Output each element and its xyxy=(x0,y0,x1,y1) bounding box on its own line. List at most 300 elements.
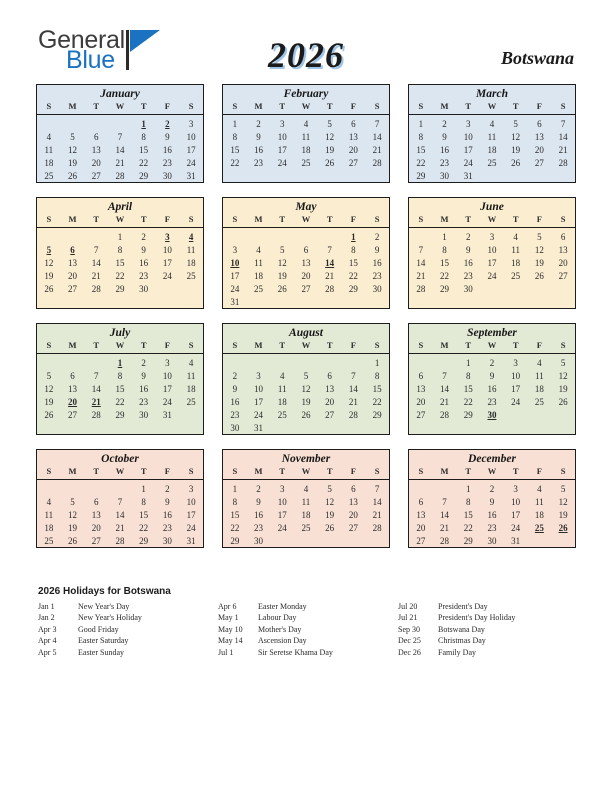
weekday-header: W xyxy=(301,214,311,224)
day-cell: 17 xyxy=(511,383,521,394)
weekday-header-row xyxy=(409,466,575,480)
day-cell: 9 xyxy=(256,131,261,142)
day-cell: 19 xyxy=(325,509,335,520)
day-cell: 10 xyxy=(511,496,521,507)
week-row xyxy=(37,243,203,256)
weekday-header: F xyxy=(350,101,356,111)
day-cell-empty xyxy=(247,228,271,244)
day-cell: 20 xyxy=(68,270,78,281)
day-cell: 18 xyxy=(44,522,54,533)
weekday-header: T xyxy=(512,466,519,476)
weekday-header: S xyxy=(418,214,424,224)
month-table xyxy=(409,466,575,547)
week-row xyxy=(223,408,389,421)
day-cell: 5 xyxy=(560,483,566,494)
day-cell: 28 xyxy=(91,409,101,420)
holiday-list-item xyxy=(38,647,218,658)
day-cell-empty xyxy=(294,354,318,370)
day-cell-empty xyxy=(433,354,457,370)
weekday-header: T xyxy=(140,101,147,111)
day-cell: 7 xyxy=(117,496,123,507)
month-title: February xyxy=(283,88,329,100)
day-cell: 29 xyxy=(139,170,149,181)
day-cell: 14 xyxy=(372,131,382,142)
weekday-header: T xyxy=(93,466,100,476)
day-cell: 26 xyxy=(68,170,78,181)
day-cell: 4 xyxy=(537,357,542,368)
day-cell: 3 xyxy=(165,357,170,368)
day-cell-empty xyxy=(318,228,342,244)
holiday-date: Jul 1 xyxy=(218,647,234,657)
day-cell: 12 xyxy=(558,370,568,381)
day-cell: 16 xyxy=(440,144,450,155)
day-cell: 23 xyxy=(463,270,473,281)
day-cell: 1 xyxy=(232,483,238,494)
day-cell: 2 xyxy=(141,357,146,368)
day-cell-holiday: 1 xyxy=(117,357,123,368)
holiday-date: May 10 xyxy=(218,624,243,634)
weekday-header: S xyxy=(418,101,424,111)
month-table xyxy=(37,466,203,547)
day-cell: 15 xyxy=(230,144,240,155)
day-cell: 23 xyxy=(487,396,497,407)
day-cell-empty xyxy=(365,421,389,434)
day-cell: 19 xyxy=(44,270,54,281)
day-cell-empty xyxy=(504,408,528,421)
day-cell: 12 xyxy=(511,131,521,142)
weekday-header: T xyxy=(465,214,472,224)
day-cell: 28 xyxy=(440,409,450,420)
day-cell: 21 xyxy=(325,270,335,281)
week-row xyxy=(409,156,575,169)
day-cell: 5 xyxy=(70,131,75,142)
day-cell-empty xyxy=(528,282,552,295)
weekday-header-row xyxy=(37,214,203,228)
day-cell: 14 xyxy=(416,257,426,268)
holiday-name: Easter Sunday xyxy=(78,647,124,657)
day-cell: 24 xyxy=(511,396,521,407)
day-cell: 28 xyxy=(115,170,125,181)
day-cell: 20 xyxy=(558,257,568,268)
holiday-name: New Year's Day xyxy=(78,602,130,611)
month-table xyxy=(409,101,575,182)
day-cell: 17 xyxy=(230,270,240,281)
day-cell-empty xyxy=(223,228,247,244)
day-cell-empty xyxy=(551,408,575,421)
day-cell: 3 xyxy=(256,370,261,381)
day-cell: 12 xyxy=(558,496,568,507)
weekday-header: T xyxy=(279,101,286,111)
day-cell: 22 xyxy=(115,396,125,407)
day-cell: 15 xyxy=(139,144,149,155)
day-cell: 21 xyxy=(558,144,568,155)
day-cell: 25 xyxy=(254,283,264,294)
day-cell: 3 xyxy=(188,118,194,129)
day-cell: 26 xyxy=(68,535,78,546)
weekday-header-row xyxy=(223,466,389,480)
month-title: July xyxy=(109,327,131,339)
month-title: April xyxy=(107,201,133,213)
week-row xyxy=(223,534,389,547)
day-cell: 22 xyxy=(463,522,473,533)
weekday-header: S xyxy=(374,101,380,111)
weekday-header-row xyxy=(409,101,575,115)
week-row xyxy=(409,382,575,395)
week-row xyxy=(37,269,203,282)
day-cell-holiday: 25 xyxy=(534,522,544,533)
week-row xyxy=(37,480,203,496)
holiday-date: Jan 1 xyxy=(38,602,55,611)
holiday-date: Sep 30 xyxy=(398,624,420,634)
day-cell: 25 xyxy=(487,157,497,168)
holiday-date: Dec 25 xyxy=(398,636,421,646)
day-cell-empty xyxy=(409,228,433,244)
weekday-header: W xyxy=(301,101,311,111)
holiday-date: May 14 xyxy=(218,636,243,646)
weekday-header: T xyxy=(140,466,147,476)
month-block-september xyxy=(408,323,576,435)
day-cell: 13 xyxy=(68,383,78,394)
day-cell: 9 xyxy=(442,131,447,142)
day-cell: 1 xyxy=(117,231,123,242)
weekday-header: M xyxy=(68,214,77,224)
day-cell-holiday: 6 xyxy=(70,244,75,255)
day-cell: 23 xyxy=(230,409,240,420)
holiday-name: Botswana Day xyxy=(438,624,485,634)
holiday-date: May 1 xyxy=(218,613,239,623)
day-cell: 12 xyxy=(68,509,78,520)
day-cell-empty xyxy=(504,282,528,295)
day-cell: 12 xyxy=(68,144,78,155)
day-cell: 10 xyxy=(277,131,287,142)
day-cell: 19 xyxy=(558,383,568,394)
day-cell: 1 xyxy=(418,118,424,129)
day-cell: 9 xyxy=(232,383,238,394)
day-cell: 31 xyxy=(186,535,196,546)
day-cell: 7 xyxy=(560,118,566,129)
day-cell-empty xyxy=(318,295,342,308)
holiday-date: Apr 3 xyxy=(38,624,57,634)
weekday-header: S xyxy=(46,340,52,350)
day-cell: 28 xyxy=(325,283,335,294)
day-cell: 13 xyxy=(91,144,101,155)
day-cell-empty xyxy=(342,295,366,308)
day-cell: 24 xyxy=(186,157,196,168)
day-cell: 24 xyxy=(463,157,473,168)
day-cell: 16 xyxy=(372,257,382,268)
day-cell: 20 xyxy=(301,270,311,281)
day-cell: 14 xyxy=(91,257,101,268)
day-cell: 30 xyxy=(230,422,240,433)
day-cell: 21 xyxy=(372,509,382,520)
day-cell: 28 xyxy=(372,157,382,168)
day-cell-empty xyxy=(84,480,108,496)
day-cell: 1 xyxy=(442,231,447,242)
day-cell: 13 xyxy=(416,383,426,394)
month-block-december xyxy=(408,449,576,548)
day-cell: 1 xyxy=(466,357,471,368)
day-cell-empty xyxy=(342,169,366,182)
week-row xyxy=(223,354,389,370)
day-cell: 6 xyxy=(70,370,75,381)
weekday-header-row xyxy=(37,101,203,115)
day-cell: 30 xyxy=(440,170,450,181)
day-cell: 16 xyxy=(254,509,264,520)
day-cell: 8 xyxy=(466,496,471,507)
month-block-november xyxy=(222,449,390,548)
day-cell: 16 xyxy=(230,396,240,407)
weekday-header: M xyxy=(254,214,263,224)
holiday-list-item xyxy=(218,601,398,612)
day-cell: 11 xyxy=(186,370,196,381)
day-cell: 16 xyxy=(487,383,497,394)
day-cell: 14 xyxy=(115,144,125,155)
day-cell: 4 xyxy=(46,131,52,142)
day-cell: 18 xyxy=(534,383,544,394)
week-row xyxy=(37,521,203,534)
day-cell: 27 xyxy=(325,409,335,420)
day-cell: 5 xyxy=(537,231,542,242)
day-cell: 25 xyxy=(301,522,311,533)
weekday-header: W xyxy=(487,214,497,224)
weekday-header: F xyxy=(350,214,356,224)
day-cell-empty xyxy=(108,115,132,131)
holiday-name: Easter Monday xyxy=(258,602,307,611)
day-cell-empty xyxy=(61,228,85,244)
day-cell: 23 xyxy=(254,157,264,168)
week-row xyxy=(223,521,389,534)
day-cell: 30 xyxy=(162,170,172,181)
day-cell: 24 xyxy=(186,522,196,533)
day-cell: 7 xyxy=(94,244,99,255)
day-cell: 12 xyxy=(44,383,54,394)
day-cell: 6 xyxy=(351,118,356,129)
day-cell-holiday: 10 xyxy=(230,257,240,268)
week-row xyxy=(409,534,575,547)
day-cell: 27 xyxy=(301,283,311,294)
day-cell-empty xyxy=(270,534,294,547)
day-cell: 6 xyxy=(303,244,309,255)
day-cell: 7 xyxy=(94,370,99,381)
day-cell-empty xyxy=(37,354,61,370)
day-cell: 16 xyxy=(162,509,172,520)
day-cell: 23 xyxy=(139,396,149,407)
day-cell-holiday: 3 xyxy=(165,231,170,242)
weekday-header: M xyxy=(68,101,77,111)
day-cell: 17 xyxy=(511,509,521,520)
day-cell-empty xyxy=(61,480,85,496)
weekday-header: F xyxy=(536,340,542,350)
month-title: October xyxy=(101,453,139,465)
week-row xyxy=(409,115,575,131)
holiday-list-item xyxy=(38,635,218,646)
weekday-header: S xyxy=(560,340,566,350)
day-cell-empty xyxy=(365,295,389,308)
day-cell: 29 xyxy=(230,535,240,546)
week-row xyxy=(409,228,575,244)
day-cell: 28 xyxy=(348,409,358,420)
holiday-list-item xyxy=(398,635,578,646)
weekday-header: S xyxy=(560,466,566,476)
day-cell: 2 xyxy=(374,231,380,242)
day-cell: 19 xyxy=(511,144,521,155)
weekday-header-row xyxy=(223,340,389,354)
day-cell: 20 xyxy=(91,157,101,168)
day-cell: 7 xyxy=(442,496,447,507)
day-cell: 18 xyxy=(301,144,311,155)
day-cell: 17 xyxy=(162,383,172,394)
day-cell: 30 xyxy=(139,409,149,420)
weekday-header: T xyxy=(326,340,333,350)
week-row xyxy=(409,408,575,421)
day-cell: 7 xyxy=(327,244,332,255)
day-cell-empty xyxy=(294,228,318,244)
week-row xyxy=(223,243,389,256)
day-cell: 7 xyxy=(117,131,123,142)
day-cell: 6 xyxy=(418,496,424,507)
weekday-header: S xyxy=(560,101,566,111)
holiday-list-item xyxy=(398,601,578,612)
day-cell: 14 xyxy=(348,383,358,394)
weekday-header-row xyxy=(409,214,575,228)
day-cell: 16 xyxy=(487,509,497,520)
day-cell: 28 xyxy=(440,535,450,546)
weekday-header: S xyxy=(374,466,380,476)
month-table xyxy=(409,340,575,421)
day-cell: 5 xyxy=(303,370,309,381)
weekday-header: S xyxy=(232,340,238,350)
week-row xyxy=(223,130,389,143)
day-cell: 29 xyxy=(348,283,358,294)
day-cell: 19 xyxy=(68,157,78,168)
week-row xyxy=(409,495,575,508)
day-cell: 8 xyxy=(141,496,146,507)
weekday-header: T xyxy=(93,214,100,224)
holiday-column xyxy=(218,601,398,658)
holiday-list-item xyxy=(38,624,218,635)
day-cell: 2 xyxy=(232,370,238,381)
holiday-list-item xyxy=(218,624,398,635)
holiday-name: Family Day xyxy=(438,647,476,657)
day-cell: 6 xyxy=(94,131,99,142)
weekday-header: T xyxy=(465,340,472,350)
day-cell-empty xyxy=(37,480,61,496)
day-cell: 11 xyxy=(277,383,287,394)
day-cell: 29 xyxy=(416,170,426,181)
weekday-header: M xyxy=(68,466,77,476)
weekday-header: M xyxy=(440,101,449,111)
day-cell: 13 xyxy=(91,509,101,520)
day-cell: 27 xyxy=(68,283,78,294)
day-cell: 31 xyxy=(511,535,521,546)
month-block-march xyxy=(408,84,576,183)
day-cell: 13 xyxy=(416,509,426,520)
day-cell-empty xyxy=(318,421,342,434)
day-cell-empty xyxy=(270,169,294,182)
week-row xyxy=(37,156,203,169)
month-block-october xyxy=(36,449,204,548)
day-cell: 23 xyxy=(372,270,382,281)
day-cell: 9 xyxy=(489,496,495,507)
holiday-name: Sir Seretse Khama Day xyxy=(258,647,333,657)
day-cell: 15 xyxy=(348,257,358,268)
month-table xyxy=(223,101,389,182)
day-cell: 27 xyxy=(416,535,426,546)
weekday-header: T xyxy=(326,466,333,476)
week-row xyxy=(223,295,389,308)
day-cell-empty xyxy=(409,354,433,370)
week-row xyxy=(37,354,203,370)
day-cell: 10 xyxy=(254,383,264,394)
day-cell: 11 xyxy=(301,496,311,507)
day-cell: 27 xyxy=(348,157,358,168)
weekday-header: F xyxy=(164,466,170,476)
week-row xyxy=(37,143,203,156)
holiday-list-item xyxy=(38,601,218,612)
day-cell-empty xyxy=(223,169,247,182)
day-cell: 25 xyxy=(44,535,54,546)
month-block-april xyxy=(36,197,204,309)
weekday-header: W xyxy=(115,214,125,224)
day-cell: 4 xyxy=(280,370,285,381)
day-cell: 7 xyxy=(351,370,356,381)
weekday-header: T xyxy=(279,340,286,350)
day-cell: 9 xyxy=(466,244,471,255)
day-cell-empty xyxy=(504,169,528,182)
day-cell: 2 xyxy=(466,231,471,242)
week-row xyxy=(37,115,203,131)
day-cell: 18 xyxy=(301,509,311,520)
day-cell: 20 xyxy=(348,144,358,155)
day-cell: 22 xyxy=(139,157,149,168)
day-cell-empty xyxy=(433,480,457,496)
day-cell: 3 xyxy=(280,483,285,494)
day-cell-empty xyxy=(247,295,271,308)
week-row xyxy=(223,228,389,244)
day-cell: 23 xyxy=(139,270,149,281)
day-cell: 10 xyxy=(186,131,196,142)
weekday-header: F xyxy=(164,340,170,350)
day-cell: 11 xyxy=(44,509,54,520)
day-cell: 13 xyxy=(534,131,544,142)
holiday-list-item xyxy=(218,635,398,646)
day-cell: 18 xyxy=(186,257,196,268)
day-cell-holiday: 1 xyxy=(351,231,356,242)
weekday-header: M xyxy=(254,340,263,350)
week-row xyxy=(409,256,575,269)
day-cell: 9 xyxy=(374,244,380,255)
week-row xyxy=(409,130,575,143)
day-cell: 1 xyxy=(141,483,146,494)
weekday-header: S xyxy=(232,101,238,111)
day-cell: 5 xyxy=(327,118,332,129)
day-cell: 11 xyxy=(254,257,263,268)
week-row xyxy=(223,382,389,395)
day-cell: 19 xyxy=(68,522,78,533)
holiday-name: Good Friday xyxy=(78,624,119,634)
day-cell: 18 xyxy=(511,257,521,268)
day-cell: 4 xyxy=(537,483,542,494)
weekday-header-row xyxy=(223,214,389,228)
day-cell: 6 xyxy=(418,370,424,381)
day-cell: 13 xyxy=(68,257,78,268)
day-cell: 27 xyxy=(534,157,544,168)
day-cell: 15 xyxy=(115,383,125,394)
day-cell: 17 xyxy=(463,144,473,155)
day-cell: 12 xyxy=(277,257,287,268)
day-cell: 10 xyxy=(162,244,172,255)
day-cell: 5 xyxy=(46,370,52,381)
